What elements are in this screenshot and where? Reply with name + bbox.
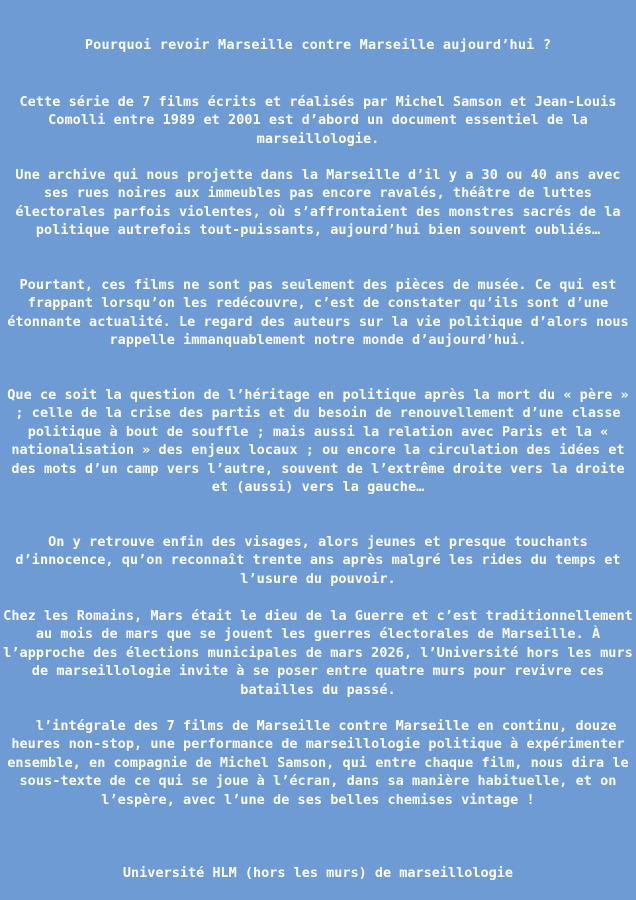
paragraph-mars: Chez les Romains, Mars était le dieu de la Guerre et c’est traditionnellement au mois de mars que se jouent les guerres électorales de Marseille. À l’approche des élections municipales de mars 2026, l’Université hors les murs de marseillologie invite à se poser entre quatre murs pour revivre ces batailles du passé.: [3, 608, 633, 698]
paragraph-archive: Une archive qui nous projette dans la Marseille d’il y a 30 ou 40 ans avec ses rues noires aux immeubles pas encore ravalés, théâtre de luttes électorales parfois violentes, où s’affrontaient des monstres sacrés de la politique autrefois tout-puissants, aujourd’hui bien souvent oubliés…: [15, 167, 621, 239]
paragraph-integrale: l’intégrale des 7 films de Marseille contre Marseille en continu, douze heures non-stop, une performance de marseillologie politique à expérimenter ensemble, en compagnie de Michel Samson, qui entre chaque film, nous dira le sous-texte de ce qui se joue à l’écran, dans sa manière habituelle, et on l’espère, avec l’une de ses belles chemises vintage !: [7, 718, 629, 808]
page-title: Pourquoi revoir Marseille contre Marseille aujourd’hui ?: [84, 37, 552, 53]
paragraph-visages: On y retrouve enfin des visages, alors jeunes et presque touchants d’innocence, qu’on reconnaît trente ans après malgré les rides du temps et l’usure du pouvoir.: [15, 534, 621, 587]
paragraph-actualite: Pourtant, ces films ne sont pas seulement des pièces de musée. Ce qui est frappant lorsqu’on les redécouvre, c’est de constater qu’ils sont d’une étonnante actualité. Le regard des auteurs sur la vie politique d’alors nous rappelle immanquablement notre monde d’aujourd’hui.: [7, 277, 629, 349]
footer-signature: Université HLM (hors les murs) de marseillologie: [122, 865, 514, 881]
paragraph-intro: Cette série de 7 films écrits et réalisés par Michel Samson et Jean-Louis Comolli entre 1989 et 2001 est d’abord un document essentiel de la marseillologie.: [19, 94, 617, 147]
paragraph-themes: Que ce soit la question de l’héritage en politique après la mort du « père » ; celle de la crise des partis et du besoin de renouvellement d’une classe politique à bout de souffle ; mais aussi la relation avec Paris et la « nationalisation » des enjeux locaux ; ou encore la circulation des idées et des mots d’un camp vers l’autre, souvent de l’extrême droite vers la droite et (aussi) vers la gauche…: [7, 387, 629, 496]
